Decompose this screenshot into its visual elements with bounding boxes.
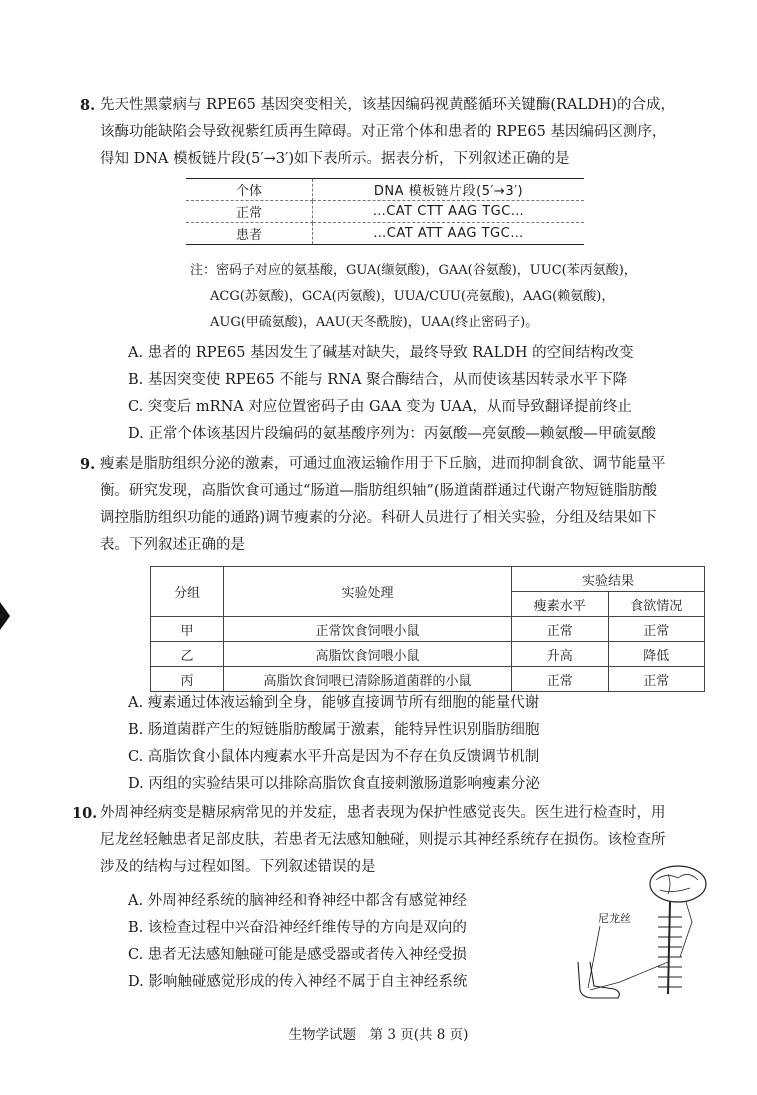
option-d: D. 丙组的实验结果可以排除高脂饮食直接刺激肠道影响瘦素分泌 [128,776,540,792]
table-cell: …CAT CTT AAG TGC… [313,201,585,223]
question-text-line: 尼龙丝轻触患者足部皮肤，若患者无法感知触碰，则提示其神经系统存在损伤。该检查所 [100,832,666,848]
table-header-cell: 个体 [186,179,313,201]
table-row [151,567,705,592]
table-header-cell: 食欲情况 [608,592,705,617]
question-8 [80,92,700,173]
nervous-system-figure [560,862,710,1002]
table-cell: 甲 [151,617,224,642]
table-note-line: 注：密码子对应的氨基酸，GUA(缬氨酸)，GAA(谷氨酸)，UUC(苯丙氨酸)， [190,263,637,278]
table-cell: 正常 [512,667,609,692]
page-edge-marker [0,602,10,630]
option-d: D. 影响触碰感觉形成的传入神经不属于自主神经系统 [128,974,468,990]
question-text-line: 衡。研究发现，高脂饮食可通过“肠道—脂肪组织轴”(肠道菌群通过代谢产物短链脂肪酸 [100,483,657,499]
table-row [151,642,705,667]
table-cell: 高脂饮食饲喂已清除肠道菌群的小鼠 [224,667,512,692]
option-c: C. 高脂饮食小鼠体内瘦素水平升高是因为不存在负反馈调节机制 [128,749,540,765]
nylon-filament [588,926,600,988]
table-header-cell: 实验结果 [512,567,705,592]
option-a: A. 外周神经系统的脑神经和脊神经中都含有感觉神经 [128,893,467,909]
question-text-line: 得知 DNA 模板链片段(5′→3′)如下表所示。据表分析，下列叙述正确的是 [100,151,570,167]
table-row [151,617,705,642]
option-c: C. 突变后 mRNA 对应位置密码子由 GAA 变为 UAA，从而导致翻译提前终止 [128,399,632,415]
option-c: C. 患者无法感知触碰可能是感受器或者传入神经受损 [128,947,467,963]
option-a: A. 患者的 RPE65 基因发生了碱基对缺失，最终导致 RALDH 的空间结构改变 [128,345,634,361]
figure-label-nylon: 尼龙丝 [598,912,631,925]
option-b: B. 该检查过程中兴奋沿神经纤维传导的方向是双向的 [128,920,467,936]
question-number: 10. [72,805,98,822]
spinal-cord [668,902,670,994]
option-a: A. 瘦素通过体液运输到全身，能够直接调节所有细胞的能量代谢 [128,695,540,711]
page-footer: 生物学试题 第 3 页(共 8 页) [288,1027,469,1043]
table-header-cell: 分组 [151,567,224,617]
question-text-line: 瘦素是脂肪组织分泌的激素，可通过血液运输作用于下丘脑，进而抑制食欲、调节能量平 [100,456,666,472]
question-text-line: 表。下列叙述正确的是 [100,537,245,553]
table-cell: 正常 [512,617,609,642]
dna-sequence-table [186,178,584,245]
option-d: D. 正常个体该基因片段编码的氨基酸序列为：丙氨酸—亮氨酸—赖氨酸—甲硫氨酸 [128,426,656,442]
table-cell: 高脂饮食饲喂小鼠 [224,642,512,667]
table-cell: 正常饮食饲喂小鼠 [224,617,512,642]
question-text-line: 先天性黑蒙病与 RPE65 基因突变相关，该基因编码视黄醛循环关键酶(RALDH)的合成， [100,97,676,113]
option-b: B. 基因突变使 RPE65 不能与 RNA 聚合酶结合，从而使该基因转录水平下降 [128,372,628,388]
table-header-cell: DNA 模板链片段(5′→3′) [313,179,585,201]
brain-icon [650,866,706,902]
option-b: B. 肠道菌群产生的短链脂肪酸属于激素，能特异性识别脂肪细胞 [128,722,540,738]
table-note-line: AUG(甲硫氨酸)，AAU(天冬酰胺)，UAA(终止密码子)。 [210,315,539,330]
question-text-line: 该酶功能缺陷会导致视紫红质再生障碍。对正常个体和患者的 RPE65 基因编码区测序， [100,124,667,140]
table-cell: 丙 [151,667,224,692]
table-note-line: ACG(苏氨酸)，GCA(丙氨酸)，UUA/CUU(亮氨酸)，AAG(赖氨酸)， [210,289,615,304]
table-row [186,179,584,201]
table-cell: 升高 [512,642,609,667]
table-cell: …CAT ATT AAG TGC… [373,226,524,241]
question-number: 9. [80,456,96,473]
question-text-line: 外周神经病变是糖尿病常见的并发症，患者表现为保护性感觉丧失。医生进行检查时，用 [100,805,666,821]
experiment-table [150,566,705,692]
table-header-cell: 瘦素水平 [512,592,609,617]
table-cell: 正常 [608,617,705,642]
table-cell: 正常 [186,201,313,223]
table-cell: 降低 [608,642,705,667]
table-row [186,201,584,223]
question-number: 8. [80,97,96,114]
foot-icon [578,962,619,998]
table-header-cell: 实验处理 [224,567,512,617]
table-cell: 乙 [151,642,224,667]
table-row [151,667,705,692]
table-cell: 患者 [186,223,313,245]
question-text-line: 涉及的结构与过程如图。下列叙述错误的是 [100,859,376,875]
question-text-line: 调控脂肪组织功能的通路)调节瘦素的分泌。科研人员进行了相关实验，分组及结果如下 [100,510,657,526]
table-cell: 正常 [608,667,705,692]
question-9 [80,451,700,559]
table-row [186,223,584,245]
